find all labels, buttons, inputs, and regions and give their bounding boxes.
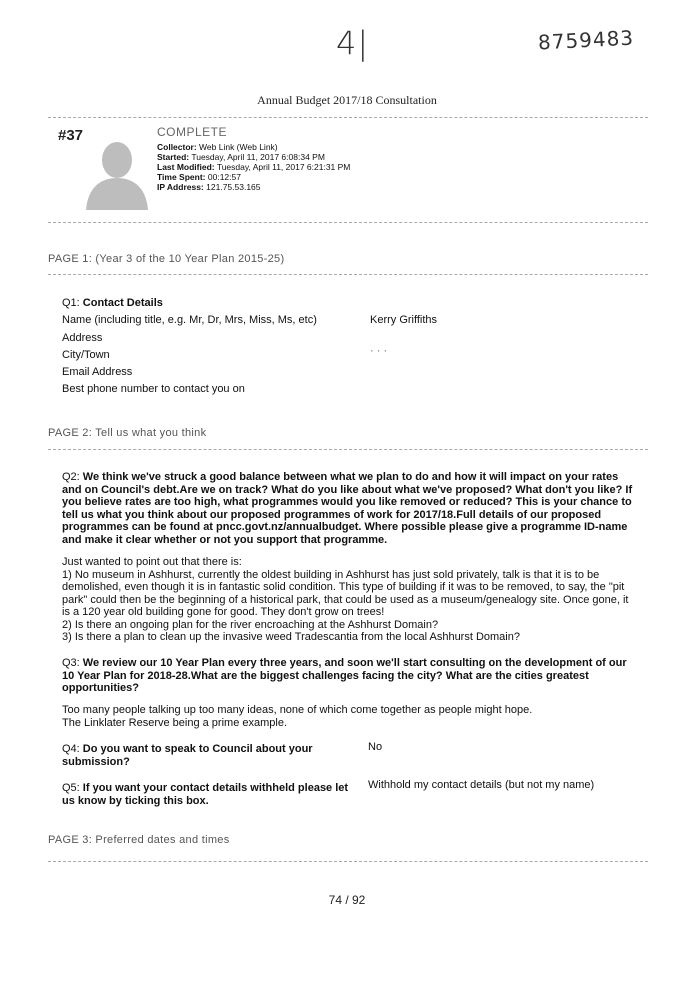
q3-answer: Too many people talking up too many ideas, none of which come together as people might hope. The Linklater Reserve being a prime example.	[62, 704, 533, 729]
handwritten-page-mark: 4|	[336, 24, 370, 62]
response-number: #37	[58, 127, 84, 144]
page2-heading: PAGE 2: Tell us what you think	[48, 427, 207, 439]
meta-row: IP Address: 121.75.53.165	[157, 182, 261, 192]
page3-heading: PAGE 3: Preferred dates and times	[48, 834, 230, 846]
divider	[48, 861, 648, 862]
q4-answer: No	[368, 741, 383, 753]
meta-row: Time Spent: 00:12:57	[157, 172, 241, 182]
contact-field-label: City/Town	[62, 349, 110, 361]
response-meta	[157, 142, 350, 192]
contact-field-label: Best phone number to contact you on	[62, 383, 245, 395]
doc-title: Annual Budget 2017/18 Consultation	[257, 93, 437, 107]
q3-question: Q3: We review our 10 Year Plan every three years, and soon we'll start consulting on the development of our 10 Year Plan for 2018-28.What are the biggest challenges facing the city? What are the cities greatest opportunities?	[62, 657, 627, 694]
q1-title: Q1: Contact Details	[62, 297, 163, 309]
contact-field-label: Address	[62, 332, 103, 344]
contact-field-value: · · ·	[370, 345, 388, 357]
meta-row: Started: Tuesday, April 11, 2017 6:08:34 PM	[157, 152, 325, 162]
page-count: 74 / 92	[328, 893, 366, 907]
meta-row: Last Modified: Tuesday, April 11, 2017 6:21:31 PM	[157, 162, 351, 172]
divider	[48, 117, 648, 118]
divider	[48, 222, 648, 223]
response-status: COMPLETE	[157, 125, 228, 139]
q2-question: Q2: We think we've struck a good balance between what we plan to do and how it will impact on your rates and on Council's debt.Are we on track? What do you like about what we've proposed? What don't you like? If you believe rates are too high, what programmes would you like removed or reduced? This is your chance to tell us what you think about our proposed programmes of work for 2017/18.Full details of our proposed programmes can be found at pncc.govt.nz/annualbudget. Where possible please give a programme ID-name and make it clear whether or not you support that programme.	[62, 471, 633, 546]
q5-answer: Withhold my contact details (but not my name)	[368, 779, 595, 791]
contact-field-label: Email Address	[62, 366, 133, 378]
contact-field-value: Kerry Griffiths	[370, 314, 438, 326]
q5-question: Q5: If you want your contact details withheld please let us know by ticking this box.	[62, 782, 349, 807]
page1-heading: PAGE 1: (Year 3 of the 10 Year Plan 2015-25)	[48, 253, 285, 265]
q2-answer: Just wanted to point out that there is: 1) No museum in Ashhurst, currently the oldest building in Ashhurst has just sold privately, talk is that it is to be demolished, even though it is in fantastic solid condition. This type of building if it was to be removed, to say, the "pit park" could then be the beginning of a historical park, that could be used as a museum/genealogy site. Once gone, it is a 120 year old building gone for good. They don't grow on trees! 2) Is there an ongoing plan for the river encroaching at the Ashhurst Domain? 3) Is there a plan to clean up the invasive weed Tradescantia from the local Ashhurst Domain?	[62, 556, 629, 643]
meta-row: Collector: Web Link (Web Link)	[157, 142, 278, 152]
contact-field-label: Name (including title, e.g. Mr, Dr, Mrs, Miss, Ms, etc)	[62, 314, 317, 326]
q4-question: Q4: Do you want to speak to Council about your submission?	[62, 743, 313, 768]
divider	[48, 274, 648, 275]
divider	[48, 449, 648, 450]
handwritten-ref-number: 8759483	[537, 25, 635, 55]
avatar	[84, 138, 150, 210]
